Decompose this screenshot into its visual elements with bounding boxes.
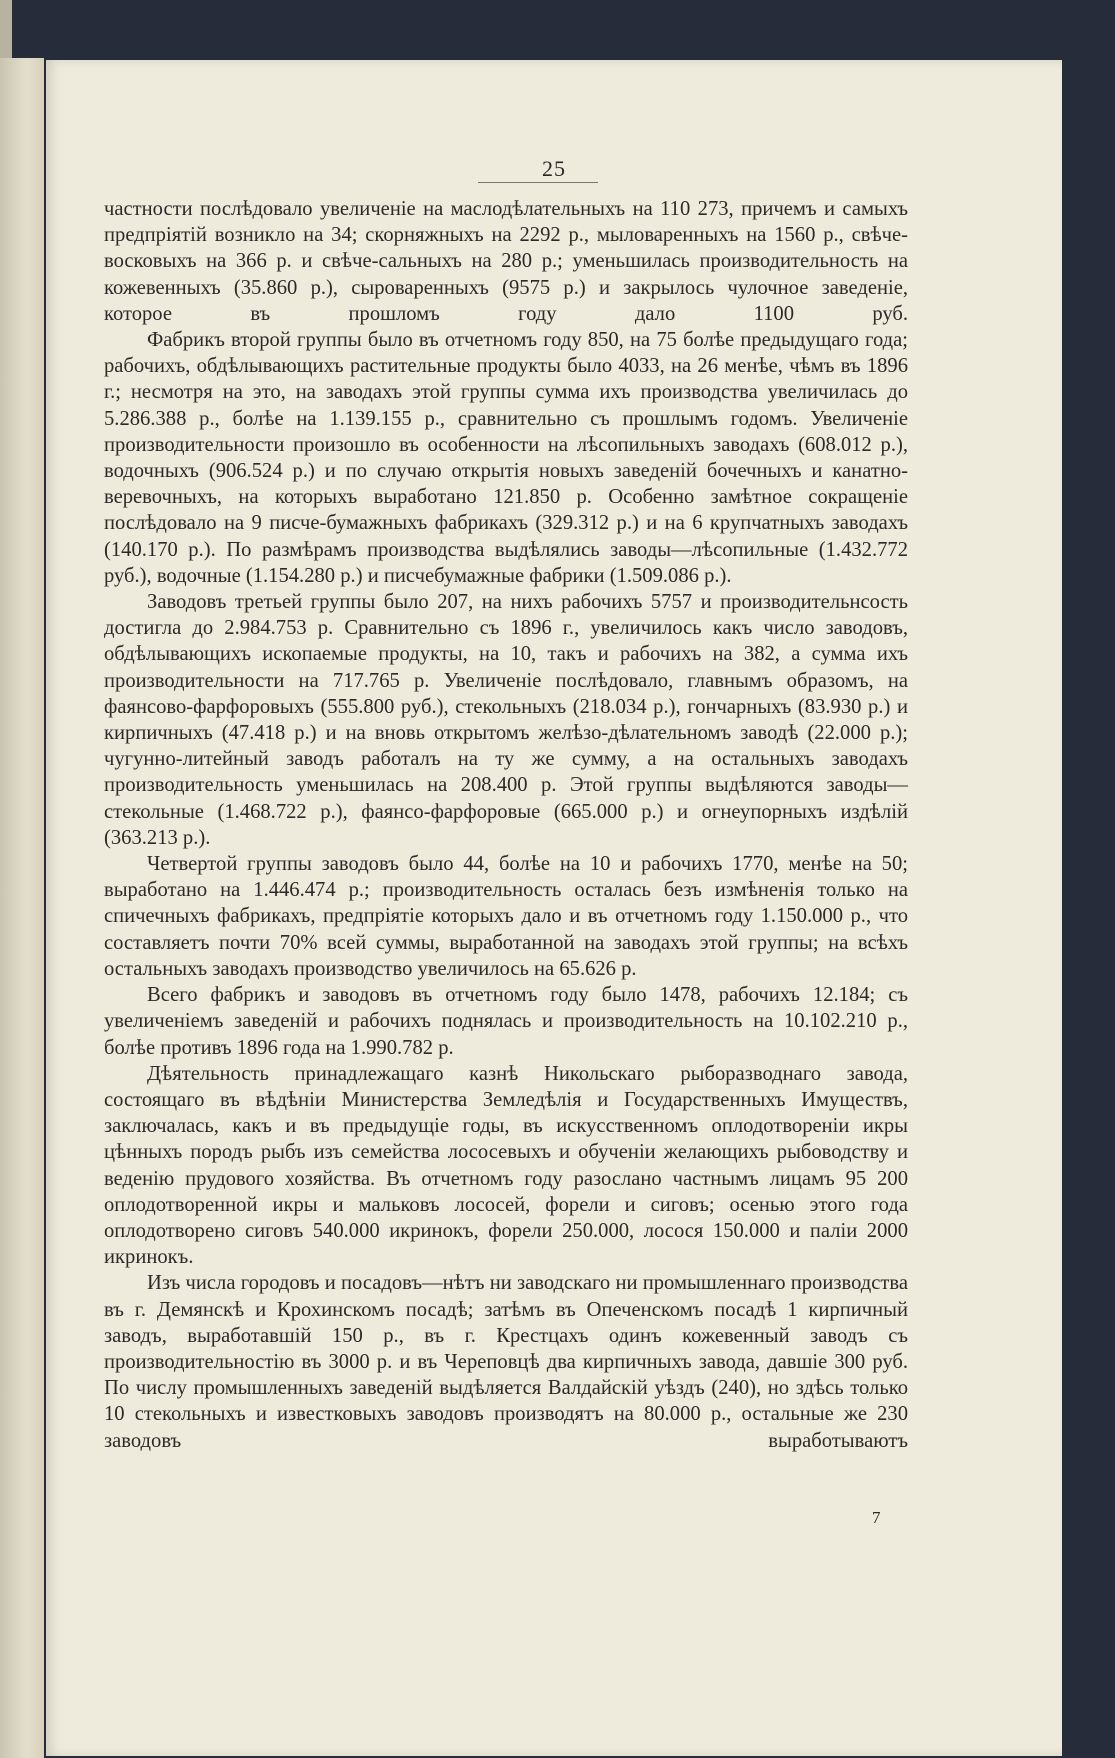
page-number: 25	[542, 156, 566, 181]
paragraph-3: Заводовъ третьей группы было 207, на нихъ рабочихъ 5757 и производительнсость достигла до 2.984.753 р. Сравнительно съ 1896 г., увеличилось какъ число заводовъ, обдѣлывающихъ ископаемые продукты, на 10, такъ и рабочихъ на 382, а сумма ихъ производительности на 717.765 р. Увеличеніе послѣдовало, главнымъ образомъ, на фаянсово-фарфоровыхъ (555.800 руб.), стекольныхъ (218.034 р.), гончарныхъ (83.930 р.) и кирпичныхъ (47.418 р.) и на вновь открытомъ желѣзо-дѣлательномъ заводѣ (22.000 р.); чугунно-литейный заводъ работалъ на ту же сумму, а на остальныхъ заводахъ производительность уменьшилась на 208.400 р. Этой группы выдѣляются заводы—стекольные (1.468.722 р.), фаянсо-фарфоровые (665.000 р.) и огнеупорныхъ издѣлій (363.213 р.).	[104, 591, 908, 849]
facing-page-edge	[0, 58, 44, 1758]
paragraph-4: Четвертой группы заводовъ было 44, болѣе на 10 и рабочихъ 1770, менѣе на 50; выработано на 1.446.474 р.; производительность осталась безъ измѣненія только на спичечныхъ фабрикахъ, предпріятіе которыхъ дало и въ отчетномъ году 1.150.000 р., что составляетъ почти 70% всей суммы, выработанной на заводахъ этой группы; на всѣхъ остальныхъ заводахъ производство увеличилось на 65.626 р.	[104, 853, 908, 980]
binding-edge	[0, 0, 12, 58]
document-page	[46, 60, 1062, 1756]
body-text	[104, 196, 908, 1454]
paragraph-2: Фабрикъ второй группы было въ отчетномъ году 850, на 75 болѣе предыдущаго года; рабочихъ, обдѣлывающихъ растительные продукты было 4033, на 26 менѣе, чѣмъ въ 1896 г.; несмотря на это, на заводахъ этой группы сумма ихъ производства увеличилась до 5.286.388 р., болѣе на 1.139.155 р., сравнительно съ прошлымъ годомъ. Увеличеніе производительности произошло въ особенности на лѣсопильныхъ заводахъ (608.012 р.), водочныхъ (906.524 р.) и по случаю открытія новыхъ заведеній бочечныхъ и канатно-веревочныхъ, на которыхъ выработано 121.850 р. Особенно замѣтное сокращеніе послѣдовало на 9 писче-бумажныхъ фабрикахъ (329.312 р.) и на 6 крупчатныхъ заводахъ (140.170 р.). По размѣрамъ производства выдѣлялись заводы—лѣсопильные (1.432.772 руб.), водочные (1.154.280 р.) и писчебумажные фабрики (1.509.086 р.).	[104, 329, 908, 587]
paragraph-1: частности послѣдовало увеличеніе на маслодѣлательныхъ на 110 273, причемъ и самыхъ предпріятій возникло на 34; скорняжныхъ на 2292 р., мыловаренныхъ на 1560 р., свѣче-восковыхъ на 366 р. и свѣче-сальныхъ на 280 р.; уменьшилась производительность на кожевенныхъ (35.860 р.), сыроваренныхъ (9575 р.) и закрылось чулочное заведеніе, которое въ прошломъ году дало 1100 руб.	[104, 198, 908, 325]
paragraph-5: Всего фабрикъ и заводовъ въ отчетномъ году было 1478, рабочихъ 12.184; съ увеличеніемъ заведеній и рабочихъ поднялась и производительность на 10.102.210 р., болѣе противъ 1896 года на 1.990.782 р.	[104, 984, 908, 1059]
signature-mark: 7	[872, 1508, 881, 1527]
paragraph-7: Изъ числа городовъ и посадовъ—нѣтъ ни заводскаго ни промышленнаго производства въ г. Демянскѣ и Крохинскомъ посадѣ; затѣмъ въ Опеченскомъ посадѣ 1 кирпичный заводъ, выработавшій 150 р., въ г. Крестцахъ одинъ кожевенный заводъ съ производительностію въ 3000 р. и въ Череповцѣ два кирпичныхъ завода, давшіе 300 руб. По числу промышленныхъ заведеній выдѣляется Валдайскій уѣздъ (240), но здѣсь только 10 стекольныхъ и известковыхъ заводовъ производятъ на 80.000 р., остальные же 230 заводовъ выработываютъ	[104, 1272, 908, 1452]
page-number-rule	[478, 182, 598, 183]
paragraph-6: Дѣятельность принадлежащаго казнѣ Никольскаго рыборазводнаго завода, состоящаго въ вѣдѣніи Министерства Земледѣлія и Государственныхъ Имуществъ, заключалась, какъ и въ предыдущіе годы, въ искусственномъ оплодотвореніи икры цѣнныхъ породъ рыбъ изъ семейства лососевыхъ и обученіи желающихъ рыбоводству и веденію прудового хозяйства. Въ отчетномъ году разослано частнымъ лицамъ 95 200 оплодотворенной икры и мальковъ лососей, форели и сиговъ; осенью этого года оплодотворено сиговъ 540.000 икринокъ, форели 250.000, лосося 150.000 и паліи 2000 икринокъ.	[104, 1062, 908, 1269]
